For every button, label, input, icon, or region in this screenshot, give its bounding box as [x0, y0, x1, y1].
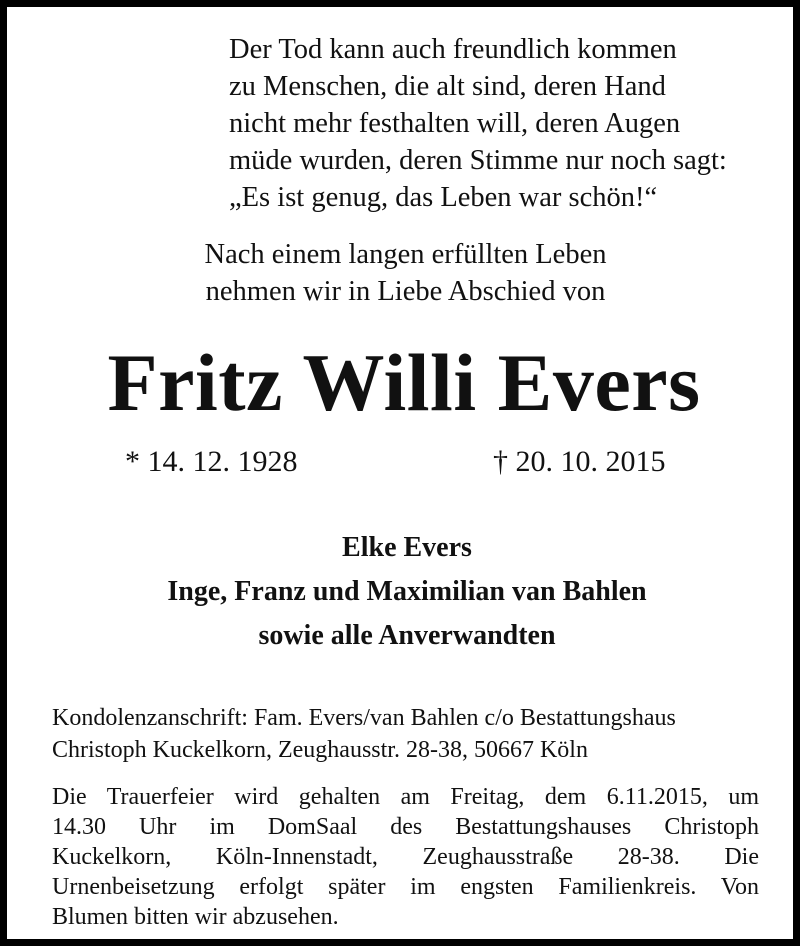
intro-line: nehmen wir in Liebe Abschied von — [205, 276, 606, 307]
deceased-name: Fritz Willi Evers — [107, 337, 701, 428]
death-date: † 20. 10. 2015 — [493, 445, 666, 478]
ceremony-line: 14.30 Uhr im DomSaal des Bestattungshauses Christoph — [52, 814, 759, 840]
poem-line: zu Menschen, die alt sind, deren Hand — [229, 71, 666, 102]
mourners-list — [7, 526, 800, 658]
condolence-address — [52, 702, 676, 766]
birth-date: * 14. 12. 1928 — [125, 445, 298, 478]
poem-line: nicht mehr festhalten will, deren Augen — [229, 108, 681, 139]
mourner-line: Elke Evers — [342, 532, 472, 563]
ceremony-line: Kuckelkorn, Köln-Innenstadt, Zeughausstraße 28-38. Die — [52, 844, 759, 870]
condolence-line: Kondolenzanschrift: Fam. Evers/van Bahlen c/o Bestattungshaus — [52, 705, 676, 731]
ceremony-info — [52, 782, 759, 932]
ceremony-line: Die Trauerfeier wird gehalten am Freitag, dem 6.11.2015, um — [52, 784, 759, 810]
poem-line: Der Tod kann auch freundlich kommen — [229, 34, 677, 65]
farewell-intro — [7, 236, 800, 310]
ceremony-line: Urnenbeisetzung erfolgt später im engsten Familienkreis. Von — [52, 874, 759, 900]
intro-line: Nach einem langen erfüllten Leben — [204, 239, 607, 270]
poem — [229, 31, 727, 216]
mourner-line: Inge, Franz und Maximilian van Bahlen — [167, 576, 647, 607]
mourner-line: sowie alle Anverwandten — [258, 620, 556, 651]
poem-line: müde wurden, deren Stimme nur noch sagt: — [229, 145, 727, 176]
poem-line: „Es ist genug, das Leben war schön!“ — [229, 182, 658, 213]
condolence-line: Christoph Kuckelkorn, Zeughausstr. 28-38, 50667 Köln — [52, 737, 588, 763]
ceremony-line: Blumen bitten wir abzusehen. — [52, 904, 339, 930]
